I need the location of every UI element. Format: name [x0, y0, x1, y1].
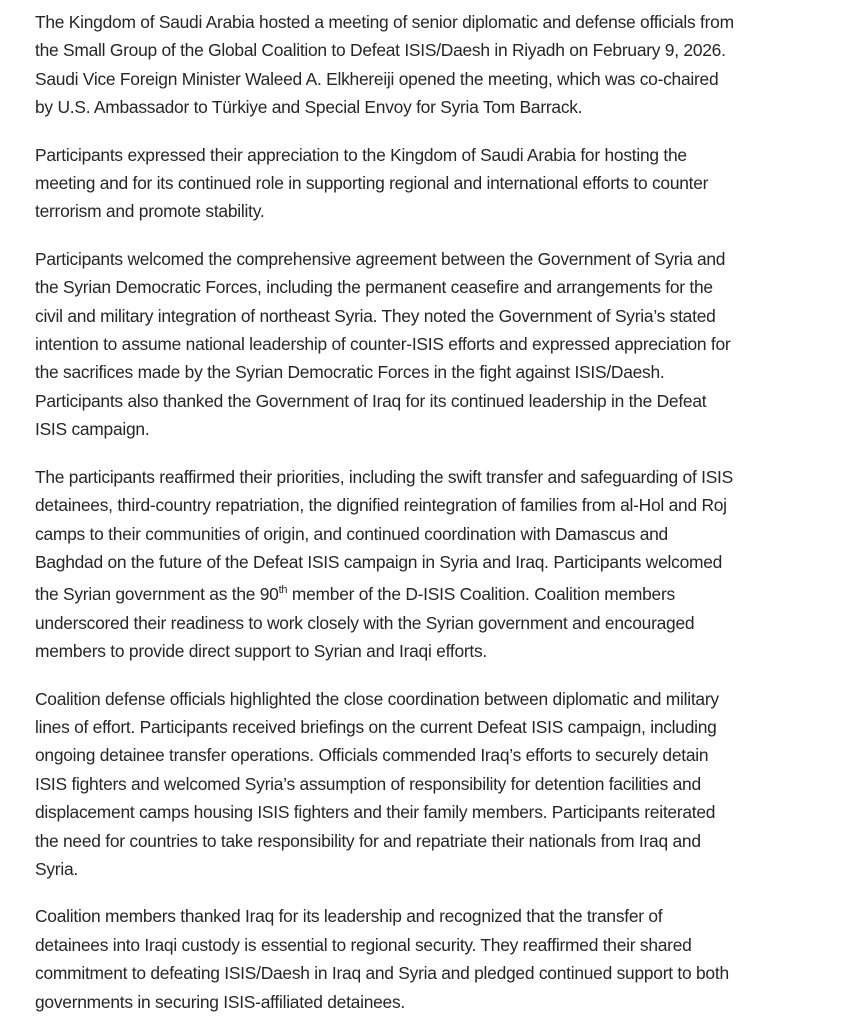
text-line: meeting and for its continued role in supporting regional and international efforts to counter: [35, 173, 709, 194]
paragraph-iraq-leadership: [35, 902, 835, 1016]
text-line: ongoing detainee transfer operations. Officials commended Iraq’s efforts to securely detain: [35, 745, 709, 766]
text-line: camps to their communities of origin, and continued coordination with Damascus and: [35, 523, 668, 544]
text-line: Participants expressed their appreciation to the Kingdom of Saudi Arabia for hosting the: [35, 144, 687, 165]
text-line: Coalition members thanked Iraq for its leadership and recognized that the transfer of: [35, 906, 663, 927]
text-line: Participants welcomed the comprehensive agreement between the Government of Syria and: [35, 248, 726, 269]
text-line: Coalition defense officials highlighted the close coordination between diplomatic and military: [35, 688, 719, 709]
text-line: displacement camps housing ISIS fighters and their family members. Participants reiterated: [35, 802, 716, 823]
text-line: detainees, third-country repatriation, the dignified reintegration of families from al-Hol and Roj: [35, 495, 727, 516]
text-line: by U.S. Ambassador to Türkiye and Special Envoy for Syria Tom Barrack.: [35, 97, 583, 118]
paragraph-meeting-overview: [35, 8, 835, 122]
text-line: The Kingdom of Saudi Arabia hosted a meeting of senior diplomatic and defense officials from: [35, 12, 734, 32]
paragraph-defense-coordination: [35, 685, 835, 884]
text-segment: member of the D-ISIS Coalition. Coalition members: [287, 584, 675, 605]
text-line: Saudi Vice Foreign Minister Waleed A. Elkhereiji opened the meeting, which was co-chaired: [35, 68, 719, 89]
paragraph-appreciation: [35, 141, 835, 226]
text-line: governments in securing ISIS-affiliated detainees.: [35, 991, 405, 1012]
text-line: underscored their readiness to work closely with the Syrian government and encouraged: [35, 612, 695, 633]
statement-document: [35, 8, 835, 1035]
text-line-with-superscript: [35, 580, 835, 608]
text-segment: the Syrian government as the 90: [35, 584, 279, 605]
text-line: ISIS fighters and welcomed Syria’s assumption of responsibility for detention facilities and: [35, 773, 701, 794]
text-line: civil and military integration of northeast Syria. They noted the Government of Syria’s stated: [35, 305, 716, 326]
paragraph-agreement: [35, 245, 835, 444]
text-line: intention to assume national leadership of counter-ISIS efforts and expressed appreciation for: [35, 334, 731, 355]
text-line: ISIS campaign.: [35, 419, 150, 440]
paragraph-priorities: [35, 463, 835, 666]
text-line: detainees into Iraqi custody is essential to regional security. They reaffirmed their shared: [35, 934, 692, 955]
text-line: commitment to defeating ISIS/Daesh in Iraq and Syria and pledged continued support to both: [35, 963, 729, 984]
ordinal-superscript: th: [278, 584, 288, 597]
text-line: lines of effort. Participants received briefings on the current Defeat ISIS campaign, including: [35, 716, 717, 737]
text-line: The participants reaffirmed their priorities, including the swift transfer and safeguarding of ISIS: [35, 466, 733, 487]
text-line: the Syrian Democratic Forces, including the permanent ceasefire and arrangements for the: [35, 277, 713, 298]
text-line: the need for countries to take responsibility for and repatriate their nationals from Iraq and: [35, 830, 701, 851]
text-line: the Small Group of the Global Coalition to Defeat ISIS/Daesh in Riyadh on February 9, 2026.: [35, 40, 726, 61]
text-line: members to provide direct support to Syrian and Iraqi efforts.: [35, 641, 488, 662]
text-line: terrorism and promote stability.: [35, 201, 265, 222]
text-line: the sacrifices made by the Syrian Democratic Forces in the fight against ISIS/Daesh.: [35, 362, 665, 383]
text-line: Participants also thanked the Government of Iraq for its continued leadership in the Defeat: [35, 390, 707, 411]
text-line: Syria.: [35, 858, 78, 879]
text-line: Baghdad on the future of the Defeat ISIS campaign in Syria and Iraq. Participants welcomed: [35, 551, 723, 572]
